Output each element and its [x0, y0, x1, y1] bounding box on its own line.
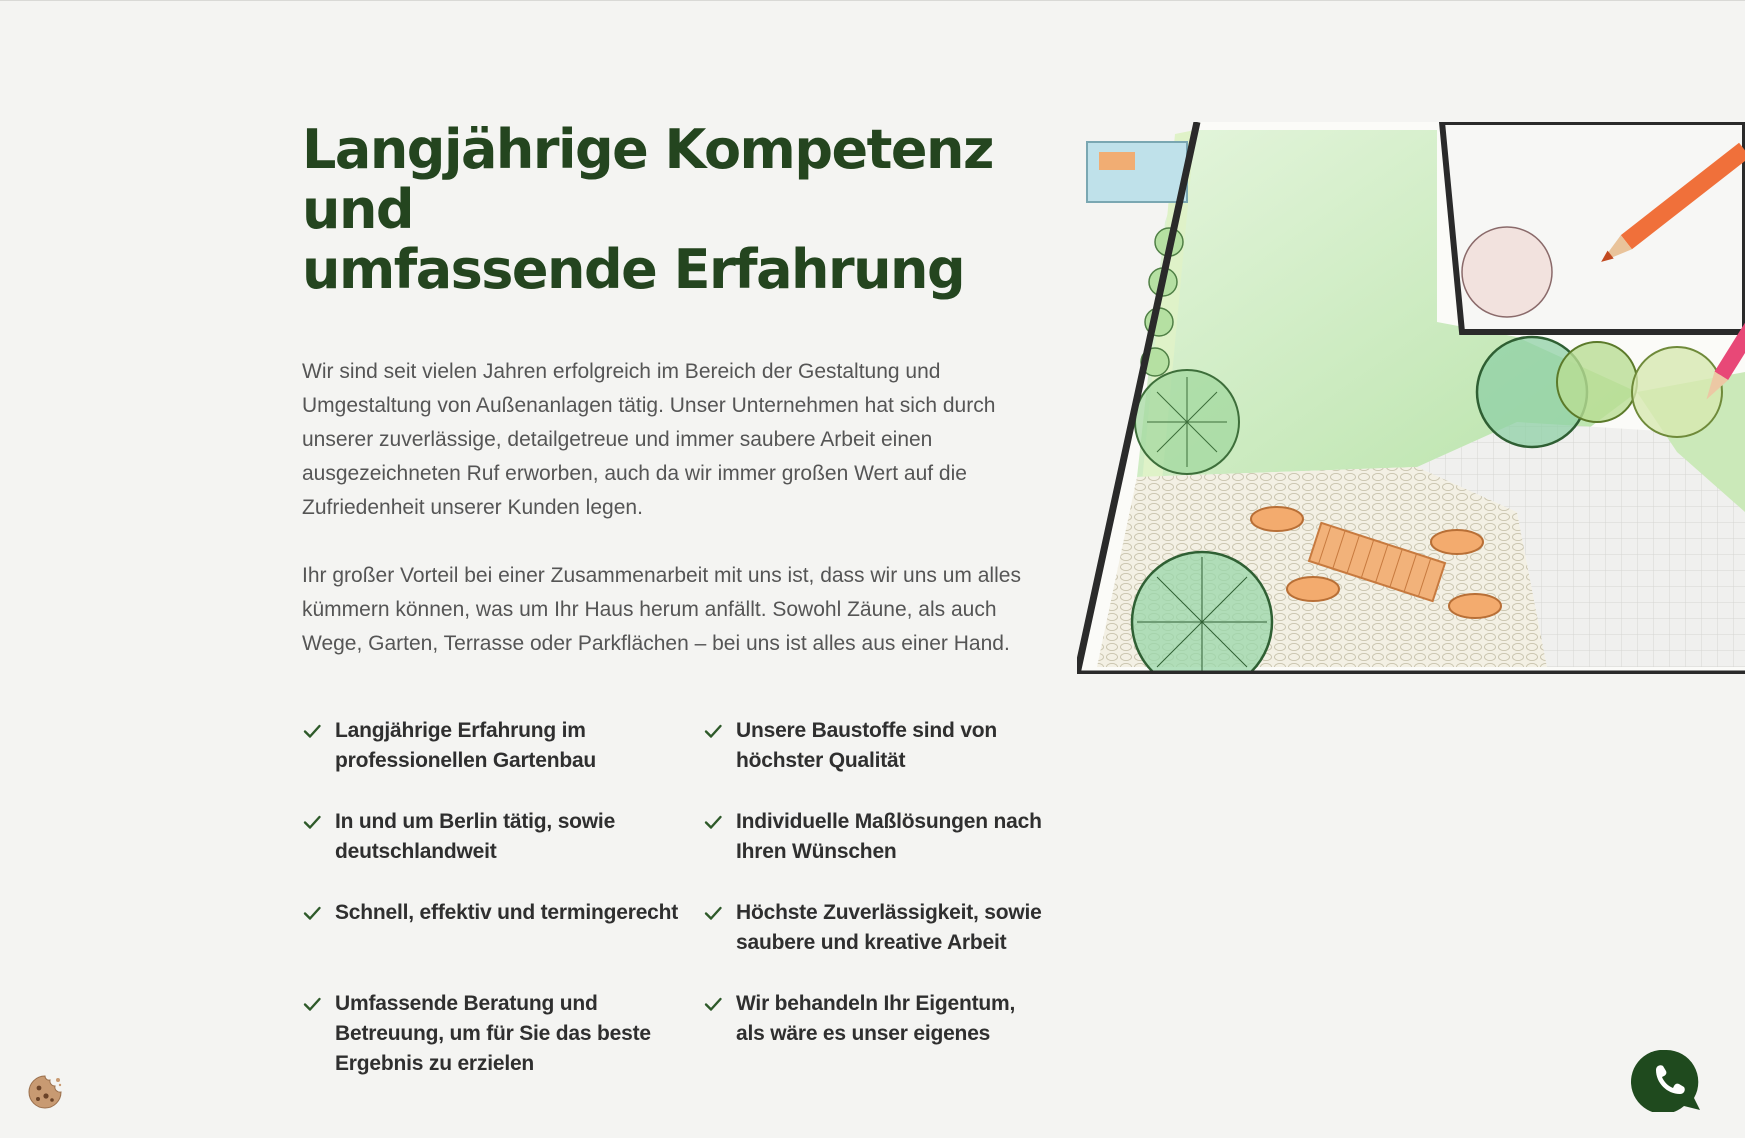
feature-item	[302, 716, 703, 776]
checkmark-icon	[703, 812, 723, 832]
cookie-icon[interactable]	[27, 1074, 63, 1110]
feature-item	[703, 989, 1043, 1079]
feature-label: Langjährige Erfahrung im professionellen Gartenbau	[335, 719, 597, 772]
feature-item	[302, 807, 703, 867]
feature-label: Unsere Baustoffe sind von höchster Qualität	[736, 719, 998, 772]
checkmark-icon	[302, 994, 322, 1014]
feature-list	[302, 716, 1042, 1079]
top-divider	[0, 0, 1745, 1]
checkmark-icon	[703, 903, 723, 923]
feature-item	[302, 989, 703, 1079]
garden-plan-image	[1077, 122, 1745, 674]
feature-label: Schnell, effektiv und termingerecht	[335, 901, 679, 924]
checkmark-icon	[302, 812, 322, 832]
feature-label: Wir behandeln Ihr Eigentum, als wäre es unser eigenes	[736, 992, 1016, 1045]
section-title-line-2: umfassende Erfahrung	[302, 238, 965, 301]
competence-section	[302, 120, 1042, 1079]
call-button[interactable]	[1630, 1050, 1730, 1112]
checkmark-icon	[302, 903, 322, 923]
feature-item	[703, 898, 1043, 958]
section-title	[302, 120, 1042, 300]
checkmark-icon	[703, 721, 723, 741]
feature-item	[703, 807, 1043, 867]
feature-item	[703, 716, 1043, 776]
advantage-paragraph: Ihr großer Vorteil bei einer Zusammenarbeit mit uns ist, dass wir uns um alles kümmern können, was um Ihr Haus herum anfällt. Sowohl Zäune, als auch Wege, Garten, Terrasse oder Parkflächen – bei uns ist alles aus einer Hand.	[302, 564, 1021, 655]
feature-label: Umfassende Beratung und Betreuung, um für Sie das beste Ergebnis zu erzielen	[335, 992, 651, 1075]
feature-item	[302, 898, 703, 958]
section-title-line-1: Langjährige Kompetenz und	[302, 118, 993, 241]
garden-plan-drawing	[1077, 122, 1745, 674]
feature-label: Individuelle Maßlösungen nach Ihren Wünschen	[736, 810, 1042, 863]
checkmark-icon	[703, 994, 723, 1014]
feature-label: Höchste Zuverlässigkeit, sowie saubere und kreative Arbeit	[736, 901, 1042, 954]
feature-label: In und um Berlin tätig, sowie deutschlandweit	[335, 810, 616, 863]
phone-icon	[1630, 1050, 1730, 1112]
intro-paragraph: Wir sind seit vielen Jahren erfolgreich im Bereich der Gestaltung und Umgestaltung von Außenanlagen tätig. Unser Unternehmen hat sich durch unserer zuverlässige, detailgetreue und immer saubere Arbeit einen ausgezeichneten Ruf erworben, auch da wir immer großen Wert auf die Zufriedenheit unserer Kunden legen.	[302, 360, 996, 519]
checkmark-icon	[302, 721, 322, 741]
